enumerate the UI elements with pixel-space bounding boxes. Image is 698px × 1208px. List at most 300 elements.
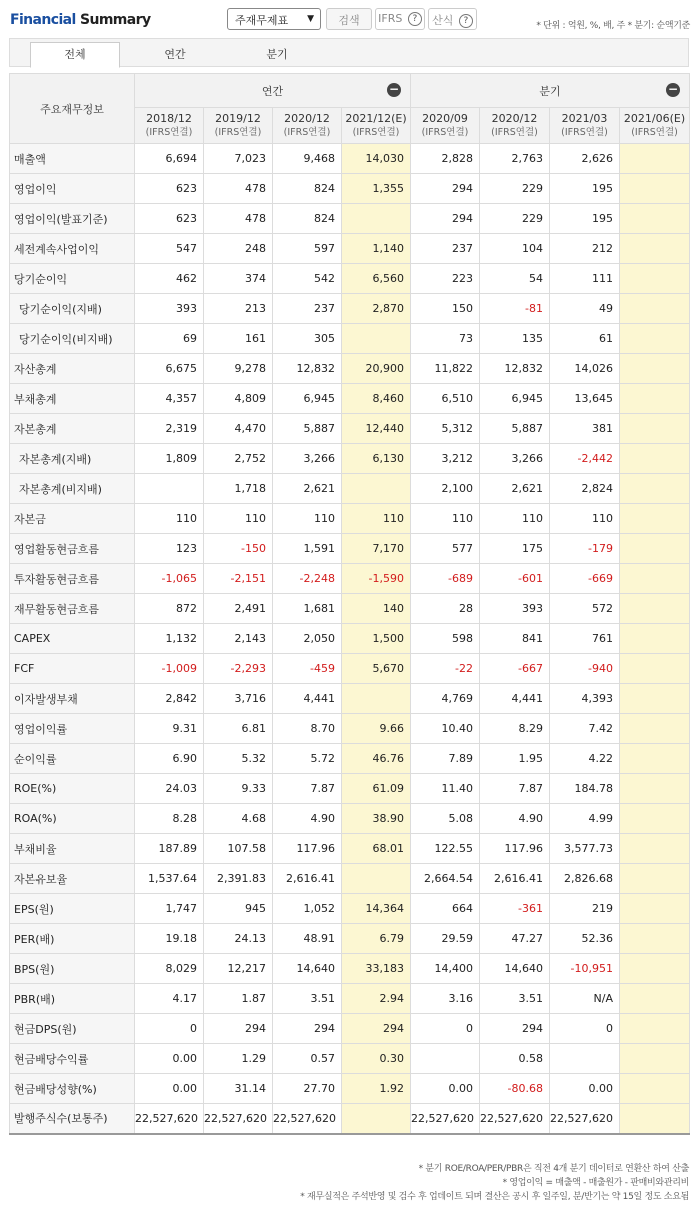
- table-cell: 547: [135, 234, 204, 264]
- table-cell: -361: [480, 894, 550, 924]
- table-cell: 2,626: [550, 144, 620, 174]
- table-cell: 1,537.64: [135, 864, 204, 894]
- row-label: 영업이익(발표기준): [10, 204, 135, 234]
- table-row: [10, 1074, 690, 1104]
- table-cell: 7,170: [342, 534, 411, 564]
- table-cell: 14,640: [273, 954, 342, 984]
- table-cell: 294: [480, 1014, 550, 1044]
- table-cell: 5.32: [204, 744, 273, 774]
- title-financial: Financial: [10, 12, 76, 28]
- table-cell: 14,364: [342, 894, 411, 924]
- table-cell: 478: [204, 174, 273, 204]
- formula-button[interactable]: [428, 8, 477, 30]
- table-cell: [411, 1044, 480, 1074]
- table-cell: 572: [550, 594, 620, 624]
- table-cell: 2.94: [342, 984, 411, 1014]
- table-row: [10, 714, 690, 744]
- table-cell: 1,681: [273, 594, 342, 624]
- table-cell: 6,510: [411, 384, 480, 414]
- table-cell: 4.90: [480, 804, 550, 834]
- table-cell: [620, 1104, 690, 1134]
- row-label: 영업활동현금흐름: [10, 534, 135, 564]
- table-cell: 2,491: [204, 594, 273, 624]
- ifrs-note: (IFRS연결): [631, 126, 678, 138]
- period-header: [620, 108, 690, 144]
- row-label: 당기순이익: [10, 264, 135, 294]
- table-cell: 3,266: [480, 444, 550, 474]
- table-cell: [620, 714, 690, 744]
- table-cell: [620, 954, 690, 984]
- table-cell: 305: [273, 324, 342, 354]
- table-cell: -601: [480, 564, 550, 594]
- table-cell: 5,312: [411, 414, 480, 444]
- table-cell: 7.87: [273, 774, 342, 804]
- table-cell: 104: [480, 234, 550, 264]
- table-cell: 4,441: [273, 684, 342, 714]
- table-cell: 6.79: [342, 924, 411, 954]
- table-cell: [620, 984, 690, 1014]
- table-cell: 12,217: [204, 954, 273, 984]
- table-cell: 69: [135, 324, 204, 354]
- table-cell: 161: [204, 324, 273, 354]
- header: [0, 0, 698, 38]
- table-cell: 3,577.73: [550, 834, 620, 864]
- row-label: 투자활동현금흐름: [10, 564, 135, 594]
- table-cell: 2,826.68: [550, 864, 620, 894]
- table-cell: [620, 924, 690, 954]
- row-label: 자본유보율: [10, 864, 135, 894]
- table-cell: 0: [550, 1014, 620, 1044]
- table-cell: [620, 144, 690, 174]
- table-cell: 478: [204, 204, 273, 234]
- table-row: [10, 264, 690, 294]
- table-cell: 229: [480, 174, 550, 204]
- annual-label: 연간: [261, 84, 284, 98]
- table-cell: -10,951: [550, 954, 620, 984]
- table-cell: 294: [411, 204, 480, 234]
- table-row: [10, 1104, 690, 1134]
- table-cell: -669: [550, 564, 620, 594]
- table-cell: 22,527,620: [135, 1104, 204, 1134]
- table-cell: 945: [204, 894, 273, 924]
- table-cell: 14,400: [411, 954, 480, 984]
- table-cell: 14,026: [550, 354, 620, 384]
- row-label: EPS(원): [10, 894, 135, 924]
- table-cell: 2,870: [342, 294, 411, 324]
- table-cell: 9.33: [204, 774, 273, 804]
- table-cell: 110: [411, 504, 480, 534]
- table-cell: [620, 264, 690, 294]
- table-cell: [620, 444, 690, 474]
- row-label: 부채총계: [10, 384, 135, 414]
- table-row: [10, 204, 690, 234]
- table-cell: 12,832: [273, 354, 342, 384]
- table-cell: 5.72: [273, 744, 342, 774]
- table-row: [10, 504, 690, 534]
- table-cell: 2,616.41: [480, 864, 550, 894]
- period-label: 2021/06(E): [623, 111, 686, 125]
- table-cell: 5,887: [480, 414, 550, 444]
- table-cell: 1,140: [342, 234, 411, 264]
- table-cell: 28: [411, 594, 480, 624]
- table-cell: 4.99: [550, 804, 620, 834]
- table-row: [10, 804, 690, 834]
- table-cell: [342, 474, 411, 504]
- table-row: [10, 744, 690, 774]
- table-cell: 2,391.83: [204, 864, 273, 894]
- tab-annual[interactable]: 연간: [164, 48, 186, 61]
- table-cell: 107.58: [204, 834, 273, 864]
- table-row: [10, 1014, 690, 1044]
- table-cell: [620, 744, 690, 774]
- tab-all[interactable]: 전체: [30, 42, 120, 68]
- quarter-label: 분기: [539, 84, 561, 98]
- table-cell: [620, 654, 690, 684]
- table-row: [10, 594, 690, 624]
- table-cell: 4,769: [411, 684, 480, 714]
- help-icon: ?: [459, 14, 473, 28]
- table-cell: [620, 1044, 690, 1074]
- table-row: [10, 144, 690, 174]
- table-cell: -22: [411, 654, 480, 684]
- table-cell: 61: [550, 324, 620, 354]
- table-cell: 9.66: [342, 714, 411, 744]
- table-cell: 6.90: [135, 744, 204, 774]
- table-cell: 12,832: [480, 354, 550, 384]
- table-cell: 237: [273, 294, 342, 324]
- table-cell: [620, 324, 690, 354]
- table-row: [10, 534, 690, 564]
- table-cell: 393: [135, 294, 204, 324]
- table-cell: 223: [411, 264, 480, 294]
- row-label: PBR(배): [10, 984, 135, 1014]
- table-cell: [620, 414, 690, 444]
- table-cell: 219: [550, 894, 620, 924]
- table-cell: 9.31: [135, 714, 204, 744]
- table-cell: 14,640: [480, 954, 550, 984]
- table-cell: 2,143: [204, 624, 273, 654]
- table-cell: 117.96: [480, 834, 550, 864]
- collapse-quarter-icon[interactable]: −: [668, 82, 679, 96]
- table-cell: 22,527,620: [480, 1104, 550, 1134]
- table-cell: [620, 504, 690, 534]
- table-cell: 1.87: [204, 984, 273, 1014]
- table-cell: 1,500: [342, 624, 411, 654]
- table-cell: -81: [480, 294, 550, 324]
- table-cell: [342, 204, 411, 234]
- table-cell: 2,616.41: [273, 864, 342, 894]
- table-cell: 110: [273, 504, 342, 534]
- table-cell: [620, 174, 690, 204]
- table-cell: 48.91: [273, 924, 342, 954]
- search-button[interactable]: 검색: [326, 8, 372, 30]
- row-label: 영업이익률: [10, 714, 135, 744]
- row-label: 재무활동현금흐름: [10, 594, 135, 624]
- table-cell: 24.03: [135, 774, 204, 804]
- table-row: [10, 414, 690, 444]
- table-cell: 1,132: [135, 624, 204, 654]
- ifrs-label: IFRS: [378, 12, 403, 25]
- table-cell: 597: [273, 234, 342, 264]
- row-label: PER(배): [10, 924, 135, 954]
- table-cell: 110: [204, 504, 273, 534]
- table-cell: 1,591: [273, 534, 342, 564]
- table-cell: 1.29: [204, 1044, 273, 1074]
- table-cell: 110: [342, 504, 411, 534]
- table-cell: 824: [273, 204, 342, 234]
- table-cell: 0.00: [135, 1074, 204, 1104]
- table-cell: -2,293: [204, 654, 273, 684]
- table-cell: 52.36: [550, 924, 620, 954]
- table-cell: -2,248: [273, 564, 342, 594]
- table-cell: [342, 864, 411, 894]
- table-cell: [620, 384, 690, 414]
- table-cell: 542: [273, 264, 342, 294]
- table-row: [10, 1044, 690, 1074]
- table-row: [10, 684, 690, 714]
- table-cell: 123: [135, 534, 204, 564]
- row-label: 자본총계: [10, 414, 135, 444]
- table-cell: 24.13: [204, 924, 273, 954]
- tab-quarter[interactable]: 분기: [266, 48, 288, 61]
- table-cell: -940: [550, 654, 620, 684]
- row-label: BPS(원): [10, 954, 135, 984]
- period-header: [204, 108, 273, 144]
- annual-group-header: [135, 74, 411, 108]
- period-header: [411, 108, 480, 144]
- table-cell: [620, 294, 690, 324]
- table-cell: 6,130: [342, 444, 411, 474]
- table-cell: 54: [480, 264, 550, 294]
- table-row: [10, 384, 690, 414]
- table-cell: 38.90: [342, 804, 411, 834]
- table-cell: 841: [480, 624, 550, 654]
- table-cell: 3,266: [273, 444, 342, 474]
- table-cell: 22,527,620: [411, 1104, 480, 1134]
- table-cell: 0: [135, 1014, 204, 1044]
- ifrs-note: (IFRS연결): [283, 126, 331, 138]
- table-cell: 2,319: [135, 414, 204, 444]
- table-cell: 2,621: [480, 474, 550, 504]
- table-cell: [620, 804, 690, 834]
- ifrs-note: (IFRS연결): [491, 126, 538, 138]
- table-cell: 111: [550, 264, 620, 294]
- statement-type-select[interactable]: [227, 8, 321, 30]
- table-cell: 150: [411, 294, 480, 324]
- table-cell: N/A: [550, 984, 620, 1014]
- table-cell: 110: [480, 504, 550, 534]
- table-cell: 3,716: [204, 684, 273, 714]
- table-cell: 20,900: [342, 354, 411, 384]
- table-row: [10, 984, 690, 1014]
- table-cell: 393: [480, 594, 550, 624]
- table-cell: 7.89: [411, 744, 480, 774]
- table-cell: 1,809: [135, 444, 204, 474]
- table-cell: [620, 564, 690, 594]
- row-label: 이자발생부채: [10, 684, 135, 714]
- table-cell: 1,052: [273, 894, 342, 924]
- table-cell: 7.42: [550, 714, 620, 744]
- table-cell: 2,752: [204, 444, 273, 474]
- table-row: [10, 474, 690, 504]
- table-cell: 5,887: [273, 414, 342, 444]
- table-cell: 3.51: [480, 984, 550, 1014]
- row-label: 당기순이익(지배): [10, 294, 135, 324]
- table-cell: 4.90: [273, 804, 342, 834]
- row-label: 당기순이익(비지배): [10, 324, 135, 354]
- row-label: 자산총계: [10, 354, 135, 384]
- table-cell: 623: [135, 204, 204, 234]
- table-cell: 29.59: [411, 924, 480, 954]
- table-row: [10, 354, 690, 384]
- table-cell: [620, 474, 690, 504]
- table-cell: [620, 534, 690, 564]
- table-cell: [620, 894, 690, 924]
- table-cell: 6,945: [273, 384, 342, 414]
- table-cell: 212: [550, 234, 620, 264]
- table-cell: 577: [411, 534, 480, 564]
- ifrs-note: (IFRS연결): [561, 126, 608, 138]
- row-label: 현금배당성향(%): [10, 1074, 135, 1104]
- table-cell: 7.87: [480, 774, 550, 804]
- table-cell: [620, 594, 690, 624]
- table-cell: 122.55: [411, 834, 480, 864]
- table-cell: 110: [550, 504, 620, 534]
- row-label: 현금DPS(원): [10, 1014, 135, 1044]
- table-cell: [620, 204, 690, 234]
- table-cell: 0.30: [342, 1044, 411, 1074]
- table-row: [10, 624, 690, 654]
- table-cell: 1.95: [480, 744, 550, 774]
- row-label: FCF: [10, 654, 135, 684]
- table-cell: 110: [135, 504, 204, 534]
- table-cell: [620, 1014, 690, 1044]
- table-cell: 31.14: [204, 1074, 273, 1104]
- title-summary: Summary: [79, 12, 151, 28]
- table-cell: 135: [480, 324, 550, 354]
- table-cell: 22,527,620: [204, 1104, 273, 1134]
- table-cell: 61.09: [342, 774, 411, 804]
- table-cell: -459: [273, 654, 342, 684]
- period-header: [273, 108, 342, 144]
- table-row: [10, 954, 690, 984]
- table-row: [10, 774, 690, 804]
- row-label: 자본금: [10, 504, 135, 534]
- row-label: ROE(%): [10, 774, 135, 804]
- table-cell: 27.70: [273, 1074, 342, 1104]
- table-cell: -150: [204, 534, 273, 564]
- table-row: [10, 894, 690, 924]
- unit-note: * 단위 : 억원, %, 배, 주 * 분기: 순액기준: [536, 21, 690, 31]
- table-cell: -1,065: [135, 564, 204, 594]
- table-row: [10, 834, 690, 864]
- period-label: 2020/12: [491, 111, 538, 125]
- table-cell: 195: [550, 204, 620, 234]
- table-cell: 22,527,620: [550, 1104, 620, 1134]
- table-cell: 8.28: [135, 804, 204, 834]
- table-cell: [620, 234, 690, 264]
- table-cell: 5.08: [411, 804, 480, 834]
- table-cell: 49: [550, 294, 620, 324]
- table-cell: -2,442: [550, 444, 620, 474]
- table-cell: 187.89: [135, 834, 204, 864]
- table-cell: 824: [273, 174, 342, 204]
- table-cell: 248: [204, 234, 273, 264]
- ifrs-button[interactable]: [375, 8, 425, 30]
- table-cell: -689: [411, 564, 480, 594]
- row-label: 발행주식수(보통주): [10, 1104, 135, 1134]
- table-cell: 598: [411, 624, 480, 654]
- table-cell: 664: [411, 894, 480, 924]
- table-cell: 4,441: [480, 684, 550, 714]
- table-cell: 14,030: [342, 144, 411, 174]
- period-header: [135, 108, 204, 144]
- table-cell: 6.81: [204, 714, 273, 744]
- table-cell: 4.17: [135, 984, 204, 1014]
- footnote: * 재무실적은 주석반영 및 검수 후 업데이트 되며 결산은 공시 후 일주일, 분/반기는 약 15일 정도 소요됨: [300, 1192, 689, 1202]
- table-cell: [342, 1104, 411, 1134]
- table-cell: 294: [204, 1014, 273, 1044]
- table-cell: 6,675: [135, 354, 204, 384]
- collapse-annual-icon[interactable]: −: [388, 82, 400, 96]
- corner-header: 주요재무정보: [10, 74, 135, 144]
- table-cell: [342, 684, 411, 714]
- table-cell: 8,029: [135, 954, 204, 984]
- chevron-down-icon: ▼: [307, 14, 314, 24]
- table-cell: [620, 864, 690, 894]
- table-row: [10, 564, 690, 594]
- table-cell: 7,023: [204, 144, 273, 174]
- table-cell: 0.00: [411, 1074, 480, 1104]
- table-cell: 237: [411, 234, 480, 264]
- row-label: 현금배당수익률: [10, 1044, 135, 1074]
- table-cell: 2,050: [273, 624, 342, 654]
- table-cell: 19.18: [135, 924, 204, 954]
- table-cell: 1,355: [342, 174, 411, 204]
- table-row: [10, 654, 690, 684]
- table-cell: 0.00: [135, 1044, 204, 1074]
- footnote: * 영업이익 = 매출액 - 매출원가 - 판매비와관리비: [502, 1178, 689, 1188]
- table-row: [10, 864, 690, 894]
- period-label: 2020/09: [422, 111, 468, 125]
- table-cell: [620, 1074, 690, 1104]
- period-label: 2020/12: [284, 111, 330, 125]
- table-cell: 3.51: [273, 984, 342, 1014]
- table-cell: -1,590: [342, 564, 411, 594]
- table-row: [10, 174, 690, 204]
- table-row: [10, 234, 690, 264]
- table-cell: 6,945: [480, 384, 550, 414]
- period-header: [550, 108, 620, 144]
- table-cell: 294: [411, 174, 480, 204]
- table-cell: 11.40: [411, 774, 480, 804]
- table-cell: 47.27: [480, 924, 550, 954]
- table-cell: 3.16: [411, 984, 480, 1014]
- table-cell: 9,278: [204, 354, 273, 384]
- table-cell: 9,468: [273, 144, 342, 174]
- ifrs-note: (IFRS연결): [421, 126, 469, 138]
- table-cell: 0: [411, 1014, 480, 1044]
- table-cell: -2,151: [204, 564, 273, 594]
- table-cell: 2,763: [480, 144, 550, 174]
- table-cell: 140: [342, 594, 411, 624]
- footnotes: [300, 1162, 689, 1204]
- page-title: [10, 12, 150, 28]
- table-cell: 3,212: [411, 444, 480, 474]
- table-cell: 195: [550, 174, 620, 204]
- table-cell: 10.40: [411, 714, 480, 744]
- table-cell: [620, 354, 690, 384]
